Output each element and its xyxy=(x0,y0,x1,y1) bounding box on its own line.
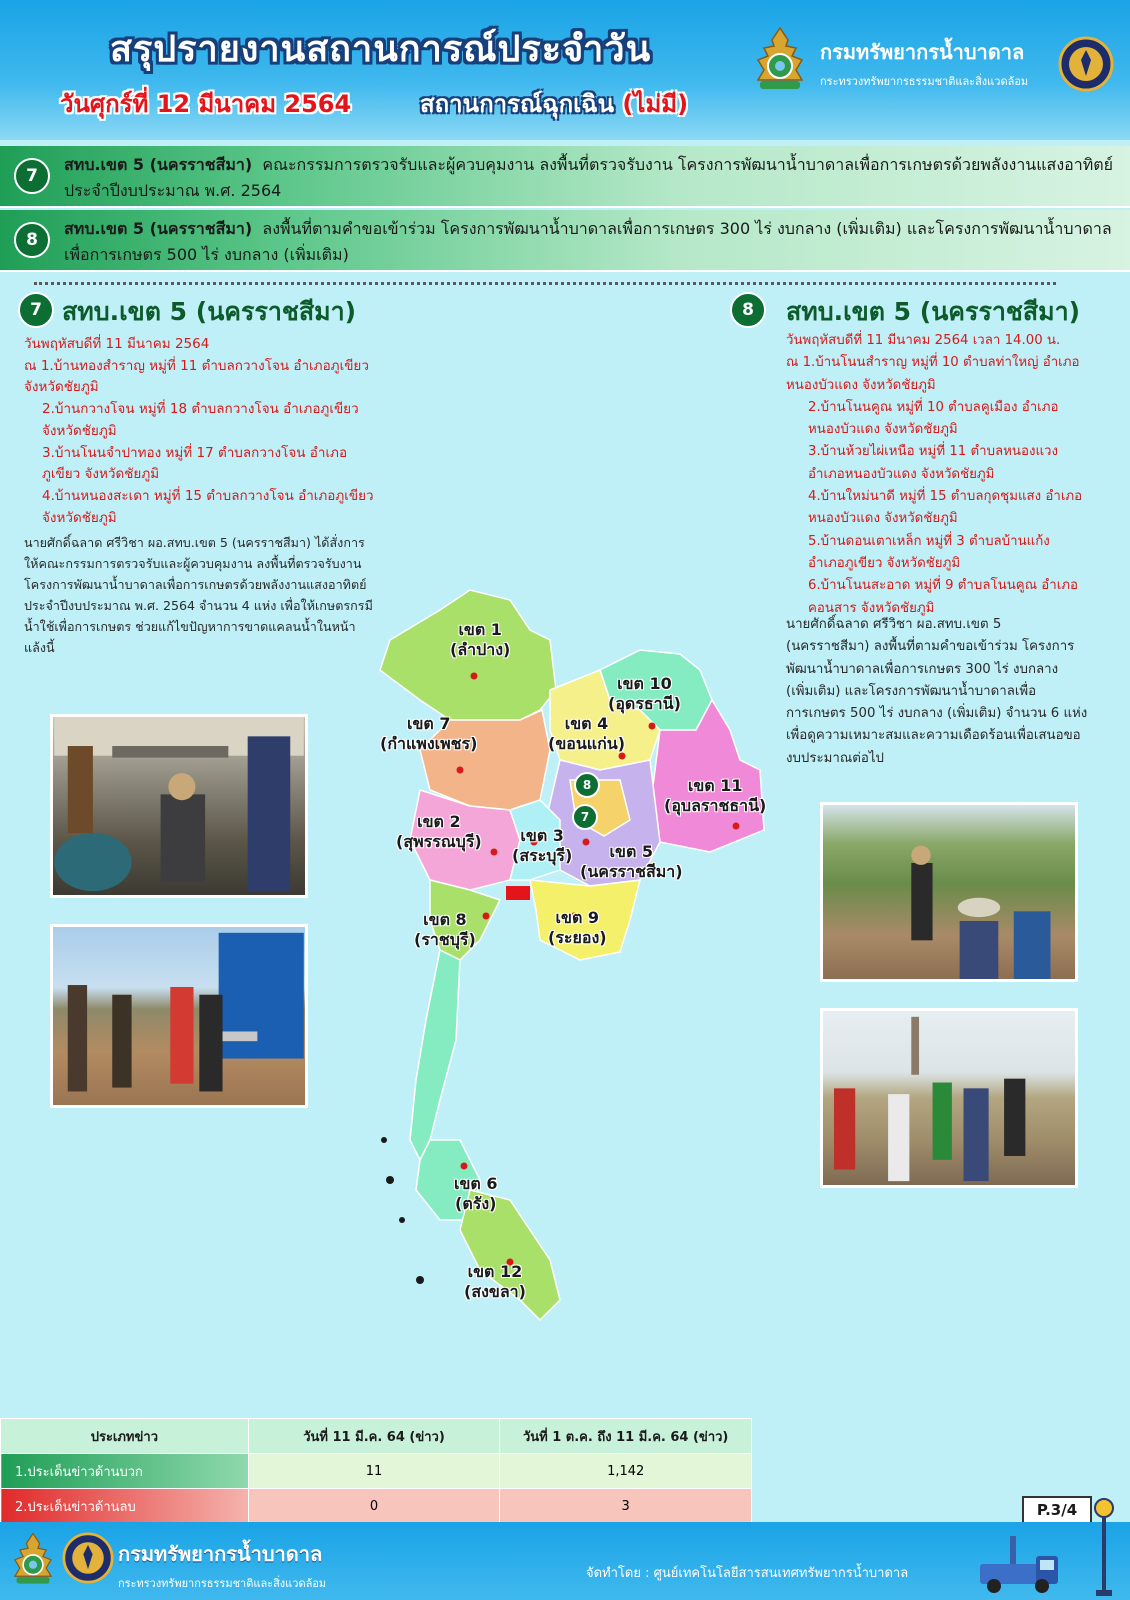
site-photo xyxy=(820,802,1078,982)
table-row xyxy=(1,1489,752,1524)
detail-line: 3.บ้านห้วยไผ่เหนือ หมู่ที่ 11 ตำบลหนองแวง อำเภอหนองบัวแดง จังหวัดชัยภูมิ xyxy=(808,444,1059,482)
column-header: วันที่ 1 ต.ค. ถึง 11 มี.ค. 64 (ข่าว) xyxy=(500,1419,752,1454)
zone-label: เขต 1 (ลำปาง) xyxy=(450,620,511,659)
zone-label: เขต 5 (นครราชสีมา) xyxy=(580,842,683,881)
detail-line: 2.บ้านโนนคูณ หมู่ที่ 10 ตำบลคูเมือง อำเภอหนองบัวแดง จังหวัดชัยภูมิ xyxy=(808,399,1059,438)
crest-icon xyxy=(1058,36,1114,92)
summary-description: คณะกรรมการตรวจรับและผู้ควบคุมงาน ลงพื้นที่ตรวจรับงาน โครงการพัฒนาน้ำบาดาลเพื่อการเกษตรด้วยพลังงานแสงอาทิตย์ ประจำปีงบประมาณ พ.ศ. 2564 xyxy=(64,155,1114,200)
news-type-cell: 2.ประเด็นข่าวด้านลบ xyxy=(1,1489,249,1524)
detail-line: 4.บ้านหนองสะเดา หมู่ที่ 15 ตำบลกวางโจน อำเภอภูเขียว จังหวัดชัยภูมิ xyxy=(42,487,374,526)
summary-item-8 xyxy=(0,210,1130,272)
zone-label: เขต 10 (อุดรธานี) xyxy=(608,674,681,713)
site-photo xyxy=(820,1008,1078,1188)
section-number-badge: 7 xyxy=(18,292,54,328)
column-header: ประเภทข่าว xyxy=(1,1419,249,1454)
section-number-badge: 8 xyxy=(730,292,766,328)
section7-body: นายศักดิ์ฉลาด ศรีวิชา ผอ.สทบ.เขต 5 (นครราชสีมา) ได้สั่งการให้คณะกรรมการตรวจรับและผู้ควบคุมงาน ลงพื้นที่ตรวจรับงาน โครงการพัฒนาน้ำบาดาลเพื่อการเกษตรด้วยพลังงานแสงอาทิตย์ ประจำปีงบประมาณ พ.ศ. 2564 จำนวน 4 แห่ง เพื่อให้เกษตรกรมีน้ำใช้เพื่อการเกษตร ช่วยแก้ไขปัญหาการขาดแคลนน้ำในหน้าแล้งนี้ xyxy=(24,535,373,655)
table-header-row xyxy=(1,1419,752,1454)
crest-icon xyxy=(62,1532,114,1584)
emergency-label: สถานการณ์ฉุกเฉิน xyxy=(420,90,615,118)
detail-line: 2.บ้านกวางโจน หมู่ที่ 18 ตำบลกวางโจน อำเภอภูเขียว จังหวัดชัยภูมิ xyxy=(42,401,359,439)
drilling-truck-icon xyxy=(976,1536,1066,1596)
zone-label: เขต 8 (ราชบุรี) xyxy=(414,910,476,949)
page-footer xyxy=(0,1522,1130,1600)
detail-line: วันพฤหัสบดีที่ 11 มีนาคม 2564 xyxy=(24,336,210,352)
today-count-cell: 11 xyxy=(248,1454,500,1489)
section-heading: สทบ.เขต 5 (นครราชสีมา) xyxy=(786,297,1081,326)
page-number: P.3/4 xyxy=(1022,1496,1092,1524)
cumulative-count-cell: 3 xyxy=(500,1489,752,1524)
zone-label: เขต 4 (ขอนแก่น) xyxy=(548,714,626,753)
emergency-status xyxy=(420,84,688,123)
summary-office: สทบ.เขต 5 (นครราชสีมา) xyxy=(64,155,253,174)
report-date: วันศุกร์ที่ 12 มีนาคม 2564 xyxy=(60,90,352,118)
cumulative-count-cell: 1,142 xyxy=(500,1454,752,1489)
summary-item-7 xyxy=(0,146,1130,208)
detail-line: ณ 1.บ้านโนนสำราญ หมู่ที่ 10 ตำบลท่าใหญ่ อำเภอหนองบัวแดง จังหวัดชัยภูมิ xyxy=(786,355,1080,393)
detail-line: 5.บ้านดอนเตาเหล็ก หมู่ที่ 3 ตำบลบ้านแก้ง อำเภอภูเขียว จังหวัดชัยภูมิ xyxy=(808,533,1050,571)
site-photo xyxy=(50,714,308,898)
summary-text xyxy=(64,152,1114,204)
detail-line: 6.บ้านโนนสะอาด หมู่ที่ 9 ตำบลโนนคูณ อำเภอคอนสาร จังหวัดชัยภูมิ xyxy=(808,578,1079,616)
street-lamp-icon xyxy=(1090,1498,1118,1598)
site-photo xyxy=(50,924,308,1108)
page-title: สรุปรายงานสถานการณ์ประจำวัน xyxy=(110,29,652,70)
department-seal-icon xyxy=(10,1530,56,1588)
zone-label: เขต 2 (สุพรรณบุรี) xyxy=(396,812,482,851)
table-row xyxy=(1,1454,752,1489)
zone-label: เขต 11 (อุบลราชธานี) xyxy=(664,776,767,815)
summary-description: ลงพื้นที่ตามคำขอเข้าร่วม โครงการพัฒนาน้ำบาดาลเพื่อการเกษตร 300 ไร่ งบกลาง (เพิ่มเติม) และโครงการพัฒนาน้ำบาดาลเพื่อการเกษตร 500 ไร่ งบกลาง (เพิ่มเติม) xyxy=(64,219,1112,264)
detail-line: 3.บ้านโนนจำปาทอง หมู่ที่ 17 ตำบลกวางโจน อำเภอภูเขียว จังหวัดชัยภูมิ xyxy=(42,444,348,483)
zone-label: เขต 12 (สงขลา) xyxy=(464,1262,526,1301)
organization-name: กรมทรัพยากรน้ำบาดาล xyxy=(820,40,1025,64)
department-seal-icon xyxy=(752,26,808,92)
zone-label: เขต 9 (ระยอง) xyxy=(548,908,607,947)
news-type-cell: 1.ประเด็นข่าวด้านบวก xyxy=(1,1454,249,1489)
summary-text xyxy=(64,216,1114,268)
detail-line: 4.บ้านใหม่นาดี หมู่ที่ 15 ตำบลกุดชุมแสง อำเภอหนองบัวแดง จังหวัดชัยภูมิ xyxy=(808,489,1083,527)
thailand-zone-map xyxy=(360,580,810,1360)
ministry-name: กระทรวงทรัพยากรธรรมชาติและสิ่งแวดล้อม xyxy=(118,1577,327,1590)
detail-line: วันพฤหัสบดีที่ 11 มีนาคม 2564 เวลา 14.00 น. xyxy=(786,333,1061,348)
produced-by-credit: จัดทำโดย : ศูนย์เทคโนโลยีสารสนเทศทรัพยากรน้ำบาดาล xyxy=(586,1566,909,1581)
organization-name: กรมทรัพยากรน้ำบาดาล xyxy=(118,1542,323,1566)
map-marker-8: 8 xyxy=(574,772,600,798)
map-marker-7: 7 xyxy=(572,804,598,830)
section8-body: นายศักดิ์ฉลาด ศรีวิชา ผอ.สทบ.เขต 5 (นครราชสีมา) ลงพื้นที่ตามคำขอเข้าร่วม โครงการพัฒนาน้ำบาดาลเพื่อการเกษตร 300 ไร่ งบกลาง (เพิ่มเติม) และโครงการพัฒนาน้ำบาดาลเพื่อการเกษตร 500 ไร่ งบกลาง (เพิ่มเติม) จำนวน 6 แห่ง เพื่อดูความเหมาะสมและความเดือดร้อนเพื่อเสนอของบประมาณต่อไป xyxy=(786,617,1088,766)
emergency-value: (ไม่มี) xyxy=(622,90,689,118)
ministry-name: กระทรวงทรัพยากรธรรมชาติและสิ่งแวดล้อม xyxy=(820,75,1029,88)
detail-line: ณ 1.บ้านทองสำราญ หมู่ที่ 11 ตำบลกวางโจน อำเภอภูเขียว จังหวัดชัยภูมิ xyxy=(24,357,369,396)
section8-details xyxy=(786,330,1086,620)
footer-organization xyxy=(118,1538,326,1592)
zone-label: เขต 3 (สระบุรี) xyxy=(512,826,573,865)
summary-office: สทบ.เขต 5 (นครราชสีมา) xyxy=(64,219,253,238)
organization-block xyxy=(820,36,1028,90)
section7-details xyxy=(24,334,374,529)
item-number-badge: 7 xyxy=(14,158,50,194)
page-header xyxy=(0,0,1130,140)
section-divider xyxy=(34,282,1056,285)
today-count-cell: 0 xyxy=(248,1489,500,1524)
zone-label: เขต 7 (กำแพงเพชร) xyxy=(380,714,478,753)
column-header: วันที่ 11 มี.ค. 64 (ข่าว) xyxy=(248,1419,500,1454)
item-number-badge: 8 xyxy=(14,222,50,258)
zone-label: เขต 6 (ตรัง) xyxy=(454,1174,498,1213)
section-heading: สทบ.เขต 5 (นครราชสีมา) xyxy=(62,297,357,326)
news-summary-table xyxy=(0,1418,752,1524)
